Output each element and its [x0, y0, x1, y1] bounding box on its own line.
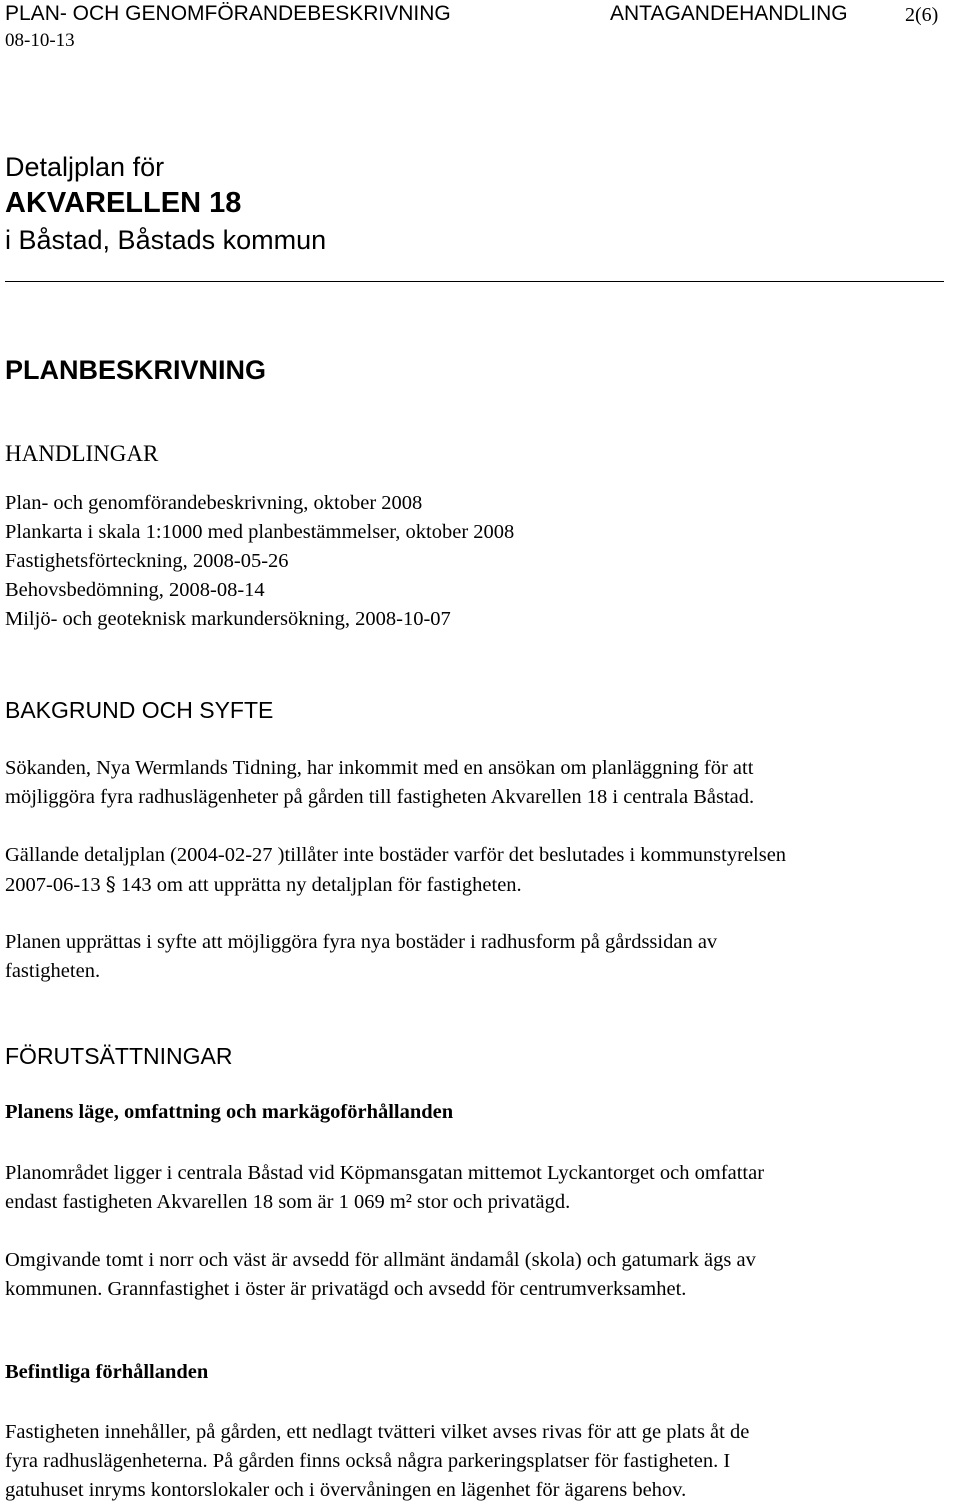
handlingar-item: Plankarta i skala 1:1000 med planbestämmelser, oktober 2008 [5, 521, 515, 543]
forutsattningar-heading: FÖRUTSÄTTNINGAR [5, 1043, 233, 1069]
handlingar-item: Miljö- och geoteknisk markundersökning, 2008-10-07 [5, 608, 451, 630]
forutsattningar-paragraph-2 [5, 1246, 960, 1304]
title-divider [5, 281, 944, 282]
handlingar-item: Fastighetsförteckning, 2008-05-26 [5, 550, 289, 572]
title-plan-name: AKVARELLEN 18 [5, 187, 242, 219]
subheading-planens-lage: Planens läge, omfattning och markägoförhållanden [5, 1101, 454, 1123]
handlingar-item: Behovsbedömning, 2008-08-14 [5, 579, 265, 601]
bakgrund-paragraph-1 [5, 754, 960, 812]
header-page-number: 2(6) [905, 4, 939, 26]
bakgrund-paragraph-2 [5, 841, 960, 900]
title-location: i Båstad, Båstads kommun [5, 225, 327, 255]
handlingar-heading: HANDLINGAR [5, 441, 159, 466]
paragraph-line: Planen upprättas i syfte att möjliggöra fyra nya bostäder i radhusform på gårdssidan av [5, 931, 718, 953]
decision-date: 2007-06-13 [5, 874, 101, 896]
paragraph-line: gatuhuset inryms kontorslokaler och i övervåningen en lägenhet för ägarens behov. [5, 1479, 687, 1501]
forutsattningar-paragraph-1 [5, 1159, 960, 1217]
header-date: 08-10-13 [5, 30, 75, 51]
title-line-1: Detaljplan för [5, 152, 165, 182]
paragraph-line: Fastigheten innehåller, på gården, ett nedlagt tvätteri vilket avses rivas för att ge plats åt de [5, 1421, 750, 1443]
paragraph-line: fyra radhuslägenheterna. På gården finns också några parkeringsplatser för fastigheten. I [5, 1450, 731, 1472]
paragraph-line: endast fastigheten Akvarellen 18 som är 1 069 m² stor och privatägd. [5, 1191, 571, 1213]
bakgrund-heading: BAKGRUND OCH SYFTE [5, 697, 274, 723]
subheading-befintliga-forhallanden: Befintliga förhållanden [5, 1361, 209, 1383]
handlingar-item: Plan- och genomförandebeskrivning, oktober 2008 [5, 492, 423, 514]
paragraph-line: Sökanden, Nya Wermlands Tidning, har inkommit med en ansökan om planläggning för att [5, 757, 754, 779]
paragraph-line: kommunen. Grannfastighet i öster är privatägd och avsedd för centrumverksamhet. [5, 1278, 687, 1300]
paragraph-line: möjliggöra fyra radhuslägenheter på gården till fastigheten Akvarellen 18 i centrala Båstad. [5, 786, 755, 808]
planbeskrivning-heading: PLANBESKRIVNING [5, 355, 267, 385]
forutsattningar-paragraph-3 [5, 1418, 960, 1505]
paragraph-line: Planområdet ligger i centrala Båstad vid Köpmansgatan mittemot Lyckantorget och omfattar [5, 1162, 765, 1184]
header-document-type: PLAN- OCH GENOMFÖRANDEBESKRIVNING [5, 2, 451, 25]
paragraph-line: Omgivande tomt i norr och väst är avsedd för allmänt ändamål (skola) och gatumark ägs av [5, 1249, 756, 1271]
paragraph-line: Gällande detaljplan (2004-02-27 )tillåter inte bostäder varför det beslutades i kommunstyrelsen [5, 844, 787, 866]
header-status: ANTAGANDEHANDLING [610, 2, 848, 25]
paragraph-line: fastigheten. [5, 960, 101, 982]
decision-text: 143 om att upprätta ny detaljplan för fastigheten. [120, 874, 522, 896]
bakgrund-paragraph-3 [5, 928, 960, 986]
section-symbol: § [105, 872, 116, 896]
paragraph-line [5, 870, 960, 900]
